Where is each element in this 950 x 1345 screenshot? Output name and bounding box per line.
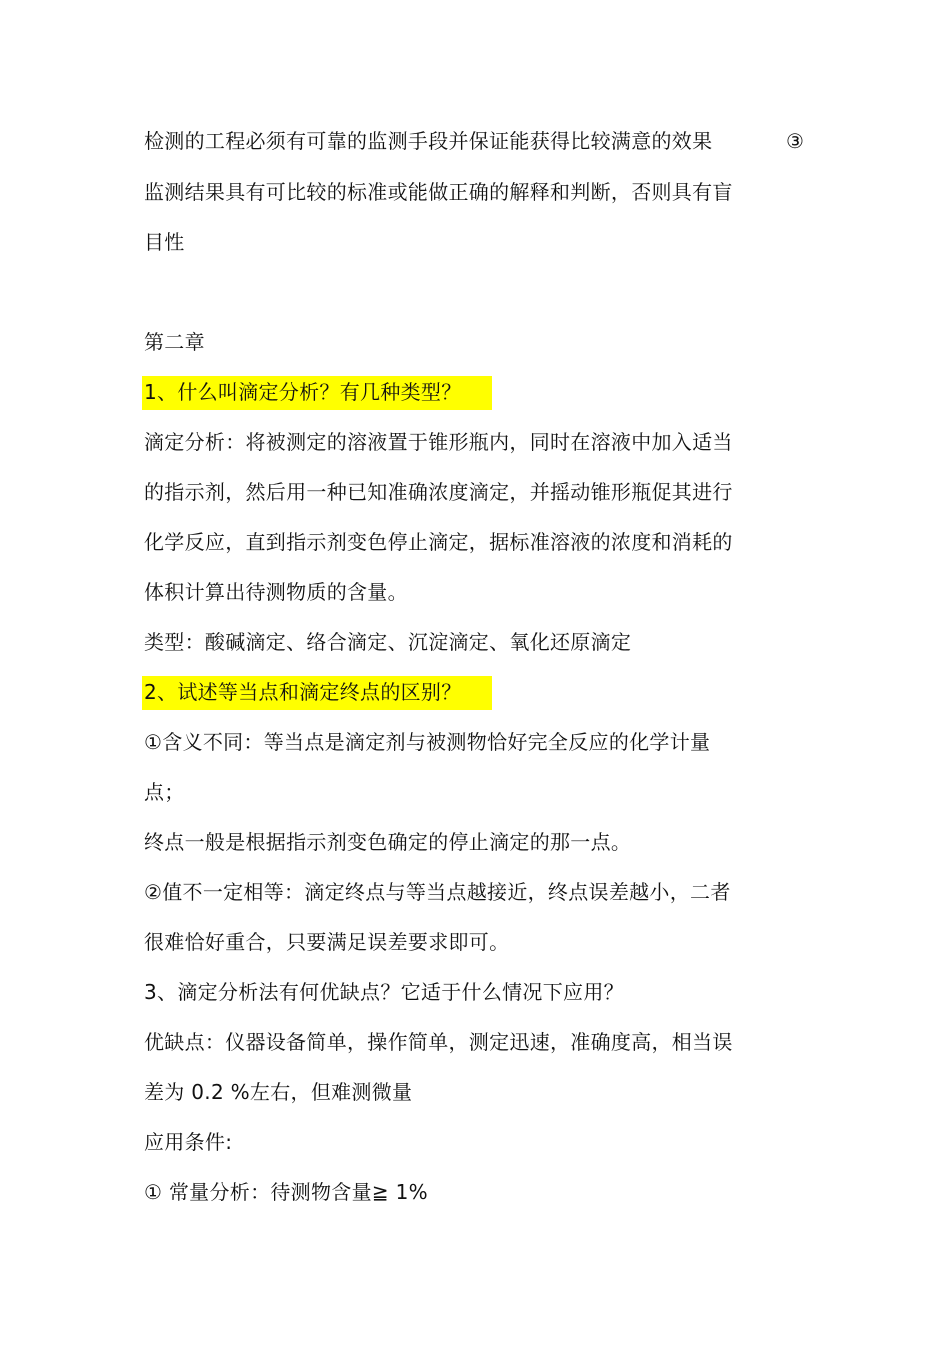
question-heading: 3、滴定分析法有何优缺点？它适于什么情况下应用？ [144, 980, 624, 1004]
highlighted-question: 2、试述等当点和滴定终点的区别？ [142, 676, 492, 710]
text-line: 检测的工程必须有可靠的监测手段并保证能获得比较满意的效果 [144, 129, 713, 153]
highlighted-question: 1、什么叫滴定分析？有几种类型？ [142, 376, 492, 410]
text-line: 监测结果具有可比较的标准或能做正确的解释和判断，否则具有盲 [144, 180, 733, 204]
text-line: 类型：酸碱滴定、络合滴定、沉淀滴定、氧化还原滴定 [144, 630, 632, 654]
question-heading [144, 378, 492, 406]
text-line: ① 常量分析：待测物含量≧ 1% [144, 1180, 428, 1204]
text-line: 的指示剂，然后用一种已知准确浓度滴定，并摇动锥形瓶促其进行 [144, 480, 733, 504]
chapter-heading: 第二章 [144, 330, 205, 354]
text-line: 终点一般是根据指示剂变色确定的停止滴定的那一点。 [144, 830, 632, 854]
text-line: 优缺点：仪器设备简单，操作简单，测定迅速，准确度高，相当误 [144, 1030, 733, 1054]
text-line: 应用条件: [144, 1130, 233, 1154]
text-line: ①含义不同：等当点是滴定剂与被测物恰好完全反应的化学计量 [144, 730, 711, 754]
text-line: 体积计算出待测物质的含量。 [144, 580, 408, 604]
text-line: 很难恰好重合，只要满足误差要求即可。 [144, 930, 510, 954]
question-heading [144, 678, 492, 706]
text-line: 点； [144, 780, 185, 804]
text-line: ②值不一定相等：滴定终点与等当点越接近，终点误差越小，二者 [144, 880, 731, 904]
item-marker: ③ [786, 129, 804, 153]
text-line: 目性 [144, 230, 185, 254]
text-line: 差为 0.2 %左右，但难测微量 [144, 1080, 413, 1104]
text-line: 化学反应，直到指示剂变色停止滴定，据标准溶液的浓度和消耗的 [144, 530, 733, 554]
text-line: 滴定分析：将被测定的溶液置于锥形瓶内，同时在溶液中加入适当 [144, 430, 733, 454]
